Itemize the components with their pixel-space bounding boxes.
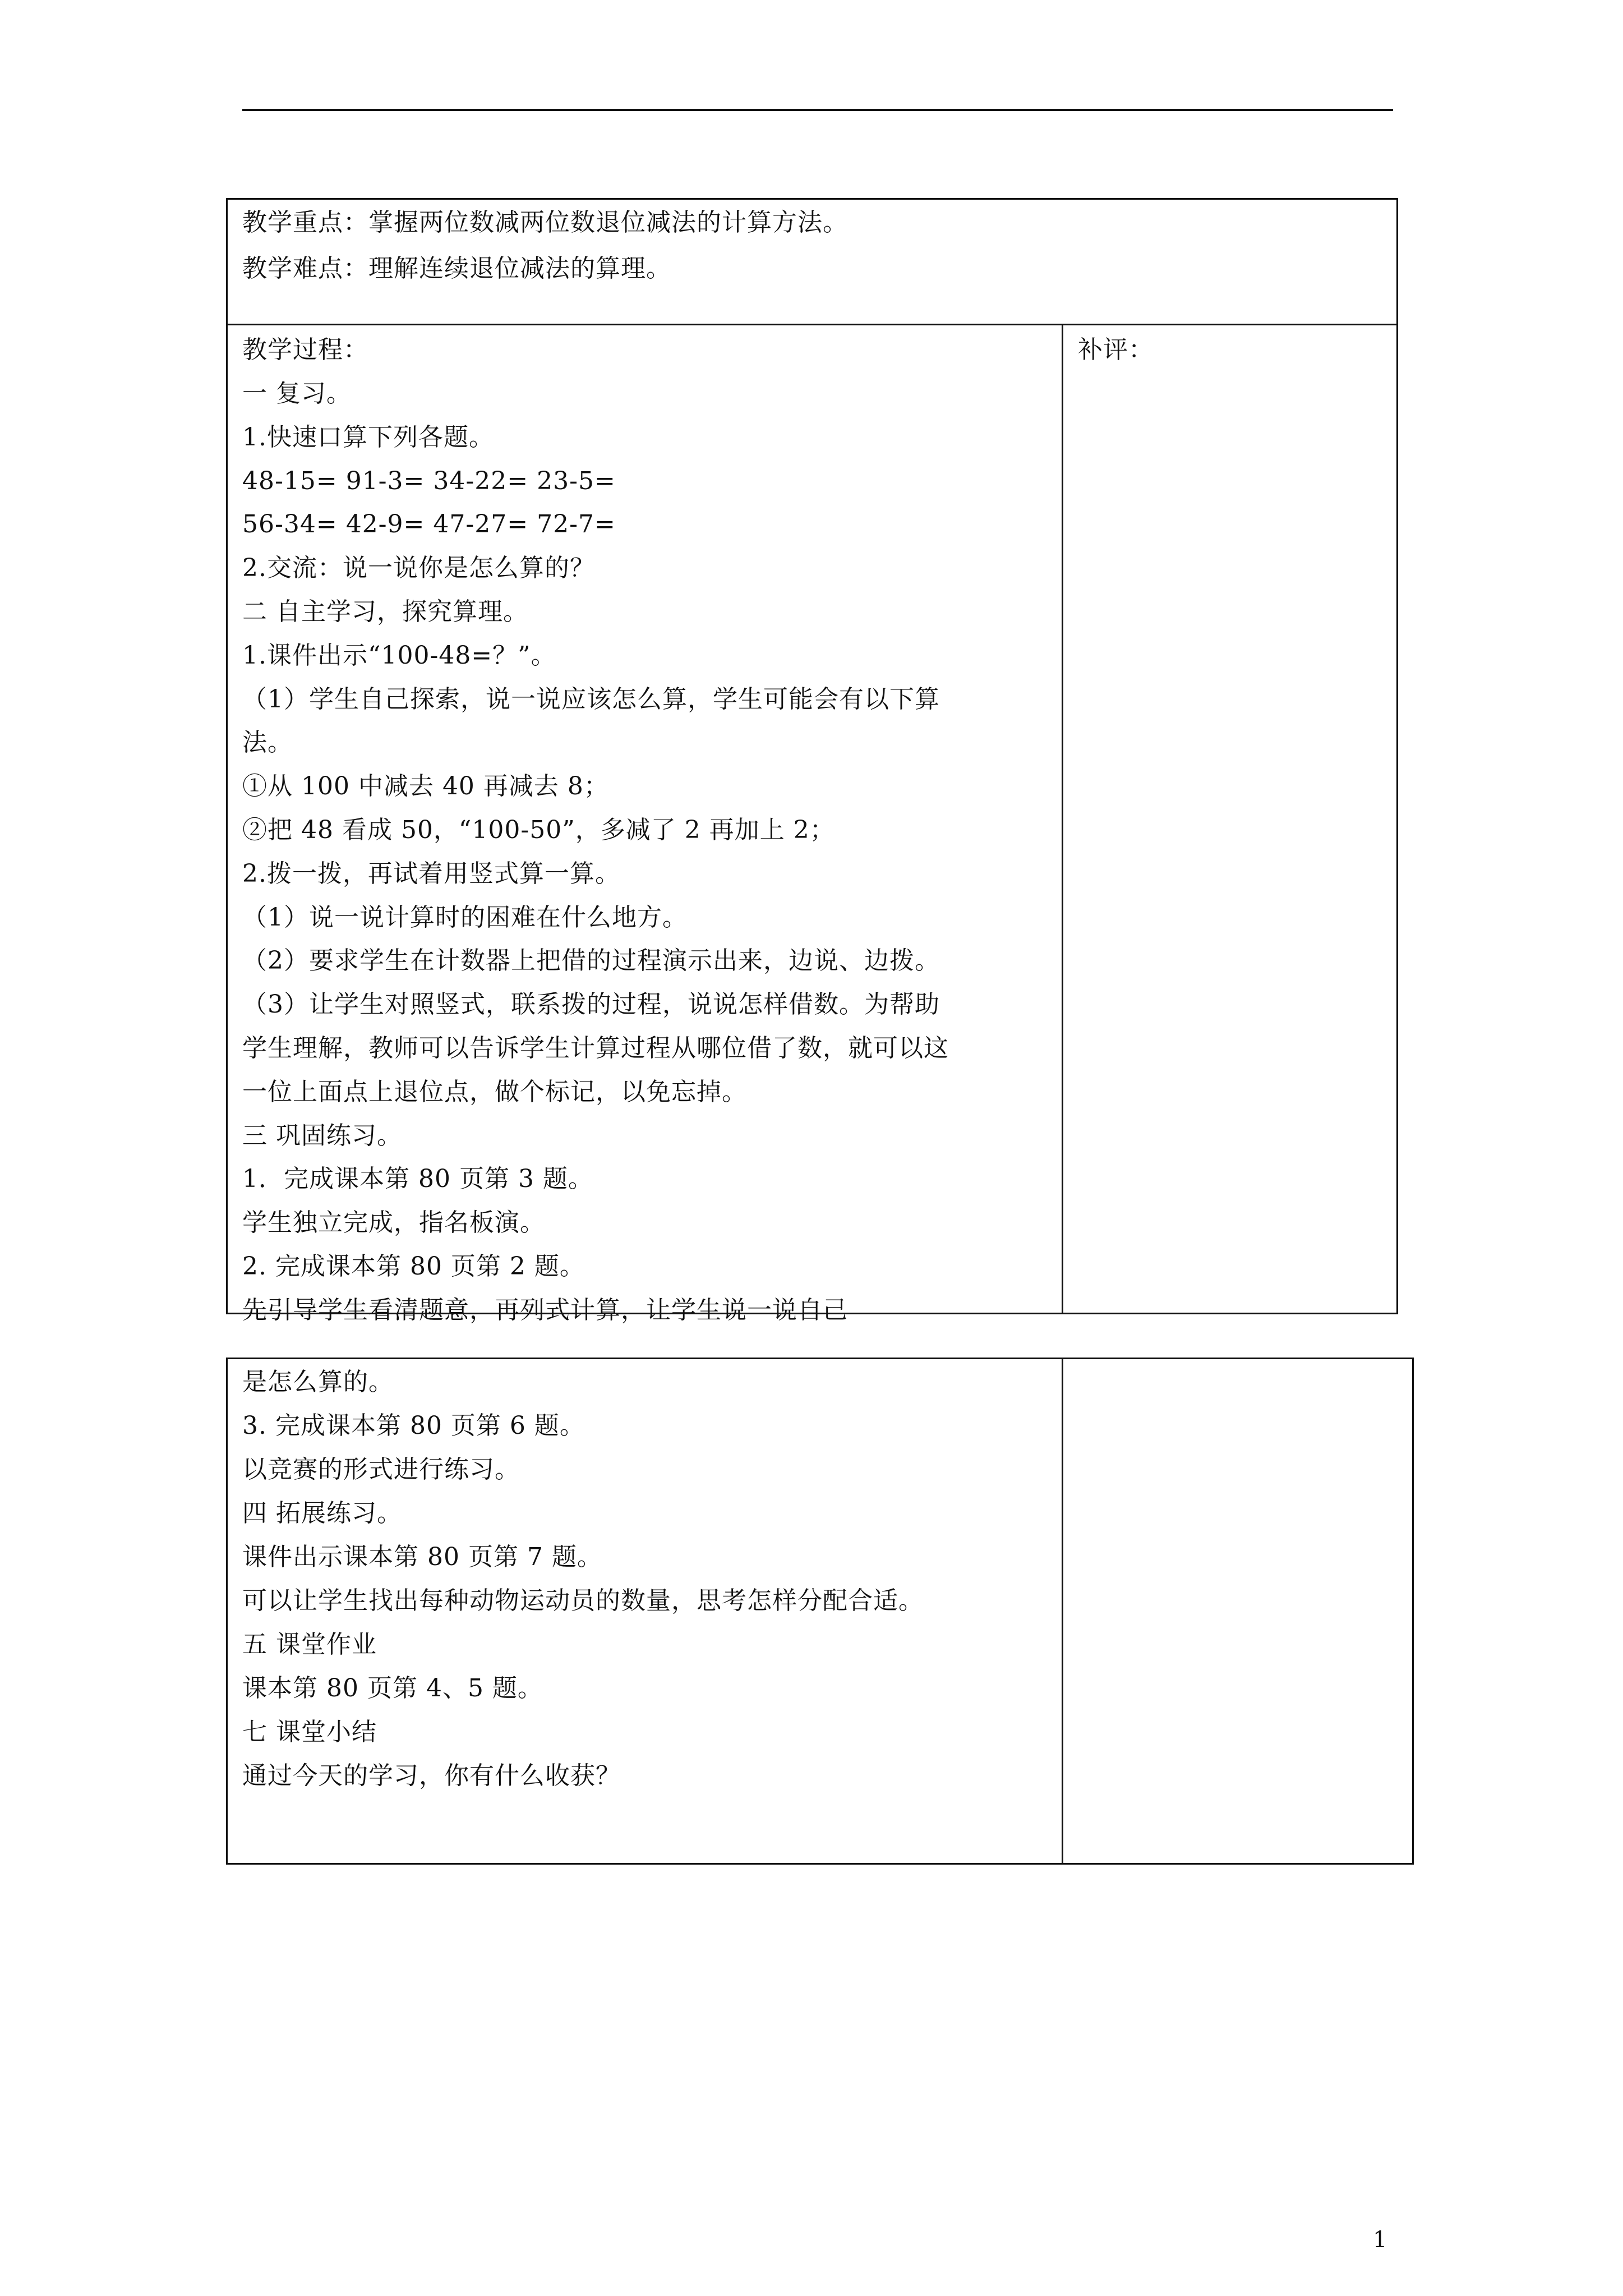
objectives-row-divider — [226, 324, 1398, 325]
process-line: 2.交流：说一说你是怎么算的？ — [242, 554, 595, 583]
teaching-difficulty: 教学难点：理解连续退位减法的算理。 — [242, 254, 671, 283]
process-line: （1）学生自己探索，说一说应该怎么算，学生可能会有以下算 — [242, 684, 940, 714]
comment-column-divider — [1062, 324, 1063, 1314]
process-line: ②把 48 看成 50，“100-50”，多减了 2 再加上 2； — [242, 816, 835, 844]
process-line: 一位上面点上退位点，做个标记，以免忘掉。 — [242, 1077, 747, 1106]
process-line: 学生理解，教师可以告诉学生计算过程从哪位借了数，就可以这 — [242, 1034, 949, 1062]
process-line: 三 巩固练习。 — [242, 1121, 402, 1150]
page-number: 1 — [1373, 2227, 1387, 2253]
comment-column-divider-lower — [1062, 1358, 1063, 1865]
comment-heading: 补评： — [1078, 335, 1154, 364]
process-line: 1．完成课本第 80 页第 3 题。 — [242, 1165, 593, 1194]
process-line: ①从 100 中减去 40 再减去 8； — [242, 772, 609, 801]
process-line: （1）说一说计算时的困难在什么地方。 — [242, 903, 688, 932]
process-line: 2.拨一拨，再试着用竖式算一算。 — [242, 859, 620, 888]
process-line: 48-15= 91-3= 34-22= 23-5= — [242, 466, 616, 495]
process-line: 课件出示课本第 80 页第 7 题。 — [242, 1543, 602, 1571]
process-line: 1.快速口算下列各题。 — [242, 422, 494, 452]
process-line: 通过今天的学习，你有什么收获？ — [242, 1761, 621, 1790]
process-line: 以竞赛的形式进行练习。 — [242, 1455, 520, 1484]
process-line: 1.课件出示“100-48=？”。 — [242, 641, 556, 670]
process-line: 课本第 80 页第 4、5 题。 — [242, 1674, 543, 1703]
process-line: 四 拓展练习。 — [242, 1499, 402, 1527]
process-line: （3）让学生对照竖式，联系拨的过程，说说怎样借数。为帮助 — [242, 990, 940, 1019]
process-line: 56-34= 42-9= 47-27= 72-7= — [242, 510, 616, 539]
process-line: 五 课堂作业 — [242, 1630, 377, 1659]
process-line: 学生独立完成，指名板演。 — [242, 1208, 545, 1237]
process-line: 一 复习。 — [242, 379, 352, 408]
process-line: 2. 完成课本第 80 页第 2 题。 — [242, 1252, 585, 1281]
process-line: 二 自主学习，探究算理。 — [242, 597, 528, 626]
process-heading: 教学过程： — [242, 335, 368, 364]
teaching-key-point: 教学重点：掌握两位数减两位数退位减法的计算方法。 — [242, 208, 848, 237]
process-line: （2）要求学生在计数器上把借的过程演示出来，边说、边拨。 — [242, 946, 940, 976]
header-rule — [242, 109, 1393, 111]
process-line: 法。 — [242, 728, 293, 757]
process-line: 七 课堂小结 — [242, 1718, 377, 1746]
process-line: 先引导学生看清题意，再列式计算，让学生说一说自己 — [242, 1295, 848, 1324]
process-line: 可以让学生找出每种动物运动员的数量，思考怎样分配合适。 — [242, 1586, 924, 1615]
process-line: 3. 完成课本第 80 页第 6 题。 — [242, 1411, 585, 1440]
process-line: 是怎么算的。 — [242, 1368, 394, 1396]
